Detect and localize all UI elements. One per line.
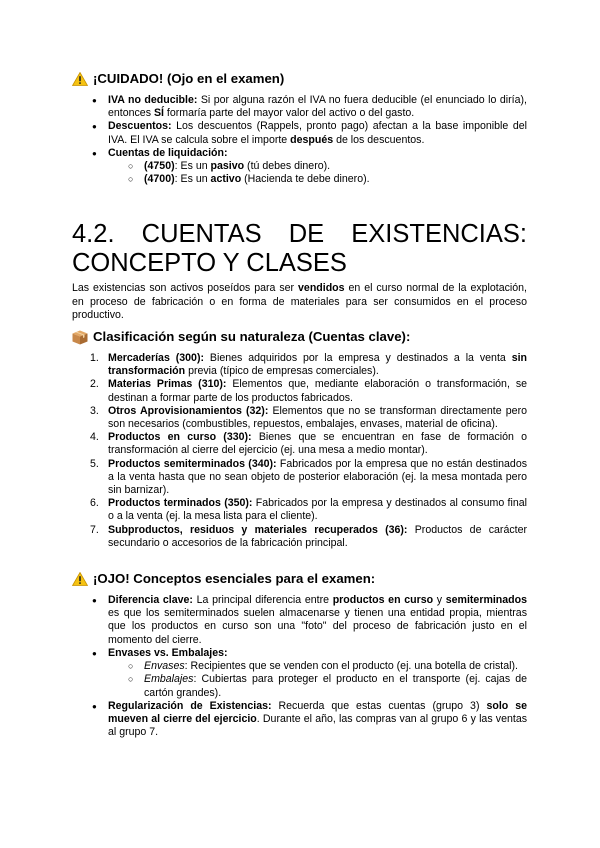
item-text: es que los semiterminados suelen almacenarse y tienen una entidad propia, mientras que los productos en curso son una "foto" del proceso de fabricación justo en el momento del cierre.: [108, 607, 527, 646]
item-bold: solo se mueven al cierre del ejercicio: [108, 699, 527, 725]
item-text: formaría parte del mayor valor del activo o del gasto.: [163, 107, 415, 120]
list-item: [92, 497, 527, 523]
item-bold: sin transformación: [108, 352, 527, 378]
item-number: 7.: [90, 523, 99, 536]
item-text: Elementos que, mediante elaboración o transformación, se destinan a formar parte de los productos fabricados.: [108, 378, 528, 404]
sub-term: Envases: [144, 660, 185, 673]
ojo-list: [72, 594, 527, 739]
item-text: Fabricados por la empresa que no están destinados a la venta hasta que no sean objeto de posterior elaboración (ej. la mesa montada pero sin barnizar).: [108, 457, 528, 497]
sub-text: : Es un: [174, 160, 211, 173]
item-lead: Subproductos, residuos y materiales recuperados (36):: [108, 523, 408, 536]
item-text: Los descuentos (Rappels, pronto pago) afectan a la base imponible del IVA. El IVA se calcula sobre el importe: [108, 120, 527, 146]
list-item: [92, 458, 527, 498]
caution-heading: [72, 70, 527, 88]
item-lead: Productos semiterminados (340):: [108, 457, 277, 470]
intro-text: Las existencias son activos poseídos para ser: [72, 282, 299, 295]
list-item: [92, 94, 527, 120]
item-lead: Regularización de Existencias:: [108, 699, 272, 712]
warning-icon: [72, 572, 88, 586]
account-code: (4750): [144, 160, 175, 173]
item-number: 5.: [90, 457, 99, 470]
item-number: 4.: [90, 431, 99, 444]
ojo-title: ¡OJO! Conceptos esenciales para el examen:: [93, 571, 376, 587]
document-content: [72, 70, 527, 739]
item-text: Productos de carácter secundario o accesorios de la fabricación principal.: [108, 523, 527, 549]
item-lead: Productos terminados (350):: [108, 497, 253, 510]
item-lead: Diferencia clave:: [108, 594, 193, 607]
sub-text: (Hacienda te debe dinero).: [241, 173, 370, 186]
sub-text: (tú debes dinero).: [244, 160, 331, 173]
item-text: de los descuentos.: [333, 133, 425, 146]
classification-list: [72, 352, 527, 550]
item-lead: Mercaderías (300):: [108, 352, 205, 365]
list-item: [92, 120, 527, 146]
list-item: [92, 405, 527, 431]
item-text: Recuerda que estas cuentas (grupo 3): [271, 699, 487, 712]
sub-term: Embalajes: [144, 673, 194, 686]
intro-text: en el curso normal de la explotación, en proceso de fabricación o en forma de materiales para ser consumidos en el proceso productivo.: [72, 282, 527, 321]
sublist-item: [128, 160, 527, 173]
list-item: [92, 700, 527, 740]
intro-bold: vendidos: [298, 282, 345, 295]
classification-heading: [72, 328, 527, 346]
list-item: [92, 147, 527, 187]
sub-bold: pasivo: [210, 160, 245, 173]
item-lead: Productos en curso (330):: [108, 431, 252, 444]
item-text: Bienes adquiridos por la empresa y destinados a la venta: [204, 352, 512, 365]
item-number: 2.: [90, 378, 99, 391]
sub-bold: activo: [210, 173, 242, 186]
sub-text: : Recipientes que se venden con el producto (ej. una botella de cristal).: [184, 660, 518, 673]
sub-text: : Es un: [174, 173, 211, 186]
item-lead: Materias Primas (310):: [108, 378, 227, 391]
item-text: y: [433, 594, 446, 607]
ojo-heading: [72, 570, 527, 588]
item-text: Fabricados por la empresa y destinados al consumo final o a la venta (ej. la mesa lista para el cliente).: [108, 497, 527, 523]
item-number: 3.: [90, 404, 99, 417]
item-bold: SÍ: [153, 107, 164, 120]
item-lead: Envases vs. Embalajes:: [108, 646, 228, 659]
section-title-line2: CONCEPTO Y CLASES: [72, 249, 347, 278]
classification-title: Clasificación según su naturaleza (Cuentas clave):: [93, 329, 411, 345]
liquidation-sublist: [108, 160, 527, 186]
item-bold: semiterminados: [445, 594, 527, 607]
section-intro: [72, 282, 527, 322]
item-text: Bienes que se encuentran en fase de formación o transformación al cierre del ejercicio (ej. una mesa a medio montar).: [108, 431, 527, 457]
item-bold: productos en curso: [332, 594, 434, 607]
list-item: [92, 594, 527, 647]
sublist-item: [128, 173, 527, 186]
item-text: previa (típico de empresas comerciales).: [185, 365, 379, 378]
item-lead: IVA no deducible:: [108, 94, 198, 106]
item-number: 1.: [90, 352, 99, 365]
list-item: [92, 352, 527, 378]
item-number: 6.: [90, 497, 99, 510]
list-item: [92, 431, 527, 457]
sublist-item: [128, 660, 527, 673]
item-text: Si por alguna razón el IVA no fuera deducible (el enunciado lo diría), entonces: [108, 94, 527, 120]
item-lead: Otros Aprovisionamientos (32):: [108, 404, 269, 417]
item-bold: después: [290, 133, 334, 146]
section-title-line1: 4.2. CUENTAS DE EXISTENCIAS:: [72, 220, 527, 249]
item-lead: Cuentas de liquidación:: [108, 146, 228, 159]
caution-list: [72, 94, 527, 186]
account-code: (4700): [144, 173, 175, 186]
item-text: Elementos que no se transforman directamente pero son necesarios (combustibles, repuestos, embalajes, envases, material de oficina).: [108, 404, 527, 431]
packaging-sublist: [108, 660, 527, 700]
package-icon: [72, 330, 88, 344]
sublist-item: [128, 673, 527, 699]
warning-icon: [72, 72, 88, 86]
list-item: [92, 647, 527, 700]
item-lead: Descuentos:: [108, 120, 172, 133]
list-item: [92, 378, 527, 404]
caution-title: ¡CUIDADO! (Ojo en el examen): [93, 71, 285, 86]
item-text: La principal diferencia entre: [192, 594, 333, 607]
item-text: . Durante el año, las compras van al grupo 6 y las ventas al grupo 7.: [108, 712, 528, 739]
list-item: [92, 524, 527, 550]
sub-text: : Cubiertas para proteger el producto en el transporte (ej. cajas de cartón grandes).: [144, 673, 527, 699]
section-title: [72, 220, 527, 278]
